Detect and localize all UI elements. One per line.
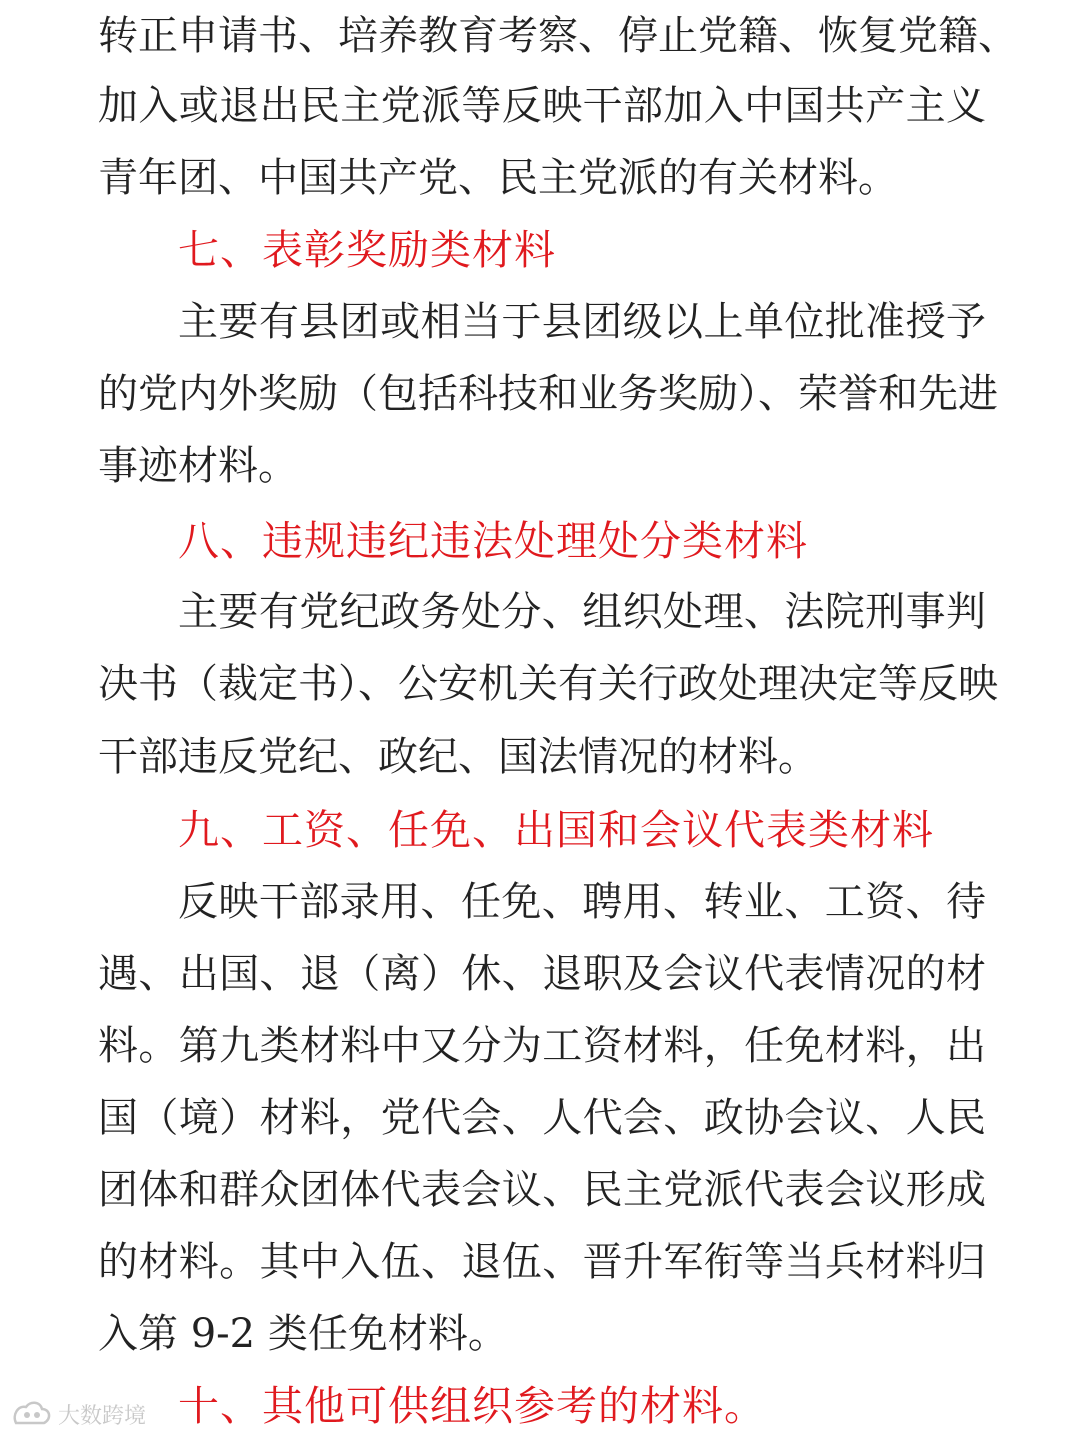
- body-line: 国（境）材料，党代会、人代会、政协会议、人民: [98, 1095, 986, 1141]
- paragraph-first-line: 主要有党纪政务处分、组织处理、法院刑事判: [178, 589, 986, 635]
- body-line: 团体和群众团体代表会议、民主党派代表会议形成: [98, 1167, 986, 1213]
- section-heading-7: 七、表彰奖励类材料: [178, 226, 556, 274]
- watermark: [10, 1397, 146, 1431]
- section-heading-8: 八、违规违纪违法处理处分类材料: [178, 517, 808, 565]
- body-line: 决书（裁定书）、公安机关有关行政处理决定等反映: [98, 661, 998, 707]
- watermark-text: 大数跨境: [58, 1403, 147, 1429]
- body-line: 事迹材料。: [98, 443, 298, 489]
- section-heading-9: 九、工资、任免、出国和会议代表类材料: [178, 806, 934, 854]
- body-line: 的党内外奖励（包括科技和业务奖励）、荣誉和先进: [98, 371, 998, 417]
- paragraph-first-line: 反映干部录用、任免、聘用、转业、工资、待: [178, 879, 986, 925]
- body-line: 转正申请书、培养教育考察、停止党籍、恢复党籍、: [98, 13, 1018, 59]
- body-line: 的材料。其中入伍、退伍、晋升军衔等当兵材料归: [98, 1239, 986, 1285]
- body-line: 料。第九类材料中又分为工资材料，任免材料，出: [98, 1023, 986, 1069]
- body-line: 干部违反党纪、政纪、国法情况的材料。: [98, 734, 818, 780]
- body-line: 遇、出国、退（离）休、退职及会议代表情况的材: [98, 951, 986, 997]
- body-line: 青年团、中国共产党、民主党派的有关材料。: [98, 155, 898, 201]
- section-heading-10: 十、其他可供组织参考的材料。: [178, 1382, 766, 1430]
- watermark-logo-icon: [10, 1397, 54, 1431]
- body-line: 入第 9-2 类任免材料。: [98, 1311, 508, 1357]
- paragraph-first-line: 主要有县团或相当于县团级以上单位批准授予: [178, 299, 986, 345]
- body-line: 加入或退出民主党派等反映干部加入中国共产主义: [98, 83, 986, 129]
